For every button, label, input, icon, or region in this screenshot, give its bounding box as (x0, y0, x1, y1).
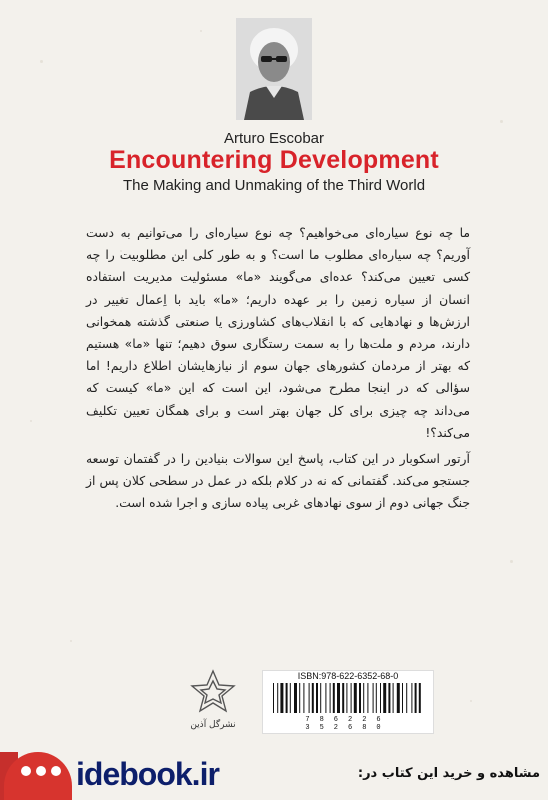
book-subtitle: The Making and Unmaking of the Third World (122, 177, 426, 194)
barcode-bar (411, 683, 412, 713)
blurb-paragraph: آرتور اسکوبار در این کتاب، پاسخ این سوالات بنیادین را در گفتمان توسعه جستجو می‌کند. گفتمانی که نه در کلام بلکه در عمل در سطحی کلان پس از جنگ جهانی دوم از سوی نهادهای غربی پیاده سازی و اجرا شده است. (86, 451, 470, 511)
blurb-paragraph: ما چه نوع سیاره‌ای می‌خواهیم؟ چه نوع سیاره‌ای را می‌توانیم به دست آوریم؟ چه سیاره‌ای مطلوب ما است؟ و به طور کلی این مطلوبیت را چه کسی تعیین می‌کند؟ عده‌ای می‌گویند «ما» مسئولیت مدیریت استفاده انسان از سیاره زمین را بر عهده داریم؛ «ما» باید با اِعمال تغییر در ارزش‌ها و نهادهایی که با انقلاب‌های کشاورزی یا صنعتی گذشته همخوانی دارند، مردم و ملت‌ها را به سمت رستگاری سوق دهیم؛ تنها «ما» هستیم که بهتر از مردمان کشورهای جهان سوم از نیازهایشان اطلاع داریم! اما سؤالی که در اینجا مطرح می‌شود، این است که این «ما» کیست که می‌داند چه چیزی برای کل جهان بهتر است و برای همگان تعیین تکلیف می‌کند؟! (86, 225, 470, 440)
logo-dot (51, 766, 61, 776)
logo-dot (36, 766, 46, 776)
author-name: Arturo Escobar (223, 130, 325, 147)
barcode-bar (373, 683, 374, 713)
barcode-bar (388, 683, 390, 713)
barcode-digits: 786226 352680 (305, 716, 391, 732)
barcode-bar (290, 683, 291, 713)
barcode-bar (346, 683, 347, 713)
star-flower-icon (188, 668, 238, 718)
barcode-bar (419, 683, 421, 713)
book-title: Encountering Development (109, 146, 439, 174)
brand-link[interactable]: idebook.ir (76, 756, 219, 792)
barcode-bar (397, 683, 400, 713)
barcode-bar (320, 683, 321, 713)
publisher-name: نشرگل آذین (190, 720, 236, 730)
barcode-bar (303, 683, 304, 713)
barcode-bar (342, 683, 344, 713)
barcode-bar (393, 683, 394, 713)
logo-dot (21, 766, 31, 776)
barcode-bar (325, 683, 326, 713)
barcode-box (262, 670, 434, 734)
brand-cta: مشاهده و خرید این کتاب در: (357, 766, 540, 781)
barcode-bar (277, 683, 278, 713)
barcode-bar (312, 683, 314, 713)
back-cover-blurb (86, 222, 470, 519)
barcode-bar (354, 683, 357, 713)
barcode-bar (415, 683, 417, 713)
barcode-bar (280, 683, 283, 713)
barcode-bar (383, 683, 386, 713)
barcode-bar (359, 683, 361, 713)
barcode-bar (333, 683, 335, 713)
barcode-bar (351, 683, 352, 713)
barcode-bar (286, 683, 288, 713)
barcode-bar (273, 683, 274, 713)
barcode-bar (316, 683, 318, 713)
barcode-bar (299, 683, 300, 713)
barcode-bar (406, 683, 407, 713)
author-photo (236, 18, 312, 120)
isbn-label: ISBN:978-622-6352-68-0 (297, 671, 399, 681)
barcode-bar (380, 683, 381, 713)
footer-banner[interactable] (0, 752, 548, 800)
barcode-bar (294, 683, 297, 713)
barcode-bar (337, 683, 340, 713)
barcode-bar (376, 683, 377, 713)
barcode-bar (330, 683, 331, 713)
barcode-bar (402, 683, 403, 713)
barcode-bar (363, 683, 364, 713)
barcode-bar (367, 683, 368, 713)
barcode-bar (309, 683, 310, 713)
